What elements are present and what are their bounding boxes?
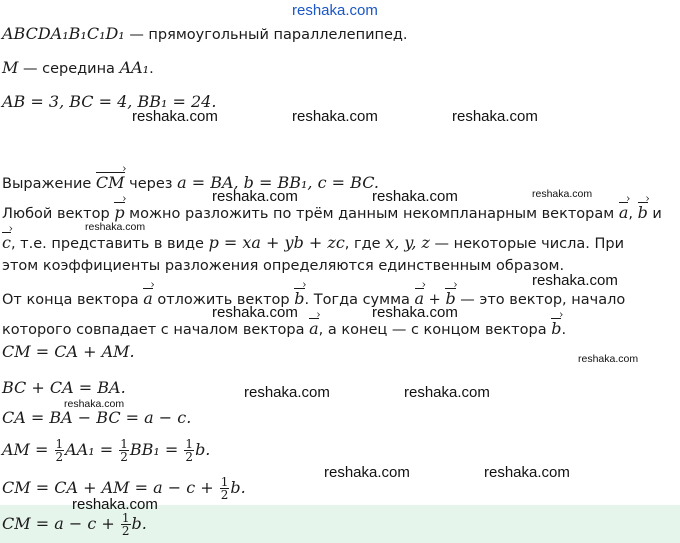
coefficients: x, y, z [385, 233, 430, 252]
vector-a: › a [143, 286, 153, 309]
vector-a: › a [309, 316, 319, 339]
given-midpoint-line [2, 58, 154, 79]
theory-text: . [561, 322, 567, 338]
watermark: reshaka.com [452, 108, 538, 125]
vector-c: › c [2, 230, 11, 253]
watermark: reshaka.com [484, 464, 570, 481]
watermark: reshaka.com [292, 108, 378, 125]
task-prefix: Выражение [2, 176, 96, 192]
step-part: AA₁ = [65, 440, 119, 459]
theory-line-3: этом коэффициенты разложения определяются единственным образом. [2, 258, 565, 274]
fraction-half: $\frac{1}{2}$ [185, 437, 194, 464]
theory-text: , где [344, 236, 386, 252]
theory-line-1: Любой вектор › p можно разложить по трём данным некомпланарным векторам › a, › b и [2, 200, 662, 224]
watermark: reshaka.com [578, 353, 639, 365]
vector-b: › b [445, 286, 455, 309]
shape-name: ABCDA₁B₁C₁D₁ [2, 24, 125, 43]
vector-cm: › CM [96, 170, 125, 193]
watermark: reshaka.com [64, 398, 125, 410]
theory-text: которого совпадает с началом вектора [2, 322, 310, 338]
fraction-half: $\frac{1}{2}$ [55, 437, 64, 464]
theory-line-4: От конца вектора › a отложить вектор › b. Тогда сумма › a + › b — это вектор, начало [2, 286, 625, 310]
step-part: BB₁ = [129, 440, 184, 459]
midpoint-text: — середина [18, 61, 120, 77]
watermark: reshaka.com [85, 221, 146, 233]
fraction-half: $\frac{1}{2}$ [120, 437, 128, 464]
given-shape-line [2, 24, 408, 45]
theory-text: . Тогда сумма [304, 292, 415, 308]
watermark: reshaka.com [324, 464, 410, 481]
step-part: b. [195, 440, 211, 459]
watermark: reshaka.com [212, 304, 298, 321]
theory-text: От конца вектора [2, 292, 144, 308]
watermark: reshaka.com [532, 188, 593, 200]
step-part: b. [131, 514, 147, 533]
fraction-half: $\frac{1}{2}$ [220, 475, 229, 502]
theory-text: отложить вектор [152, 292, 295, 308]
vector-a: › a [619, 200, 629, 223]
step-part: CM = a − c + [2, 514, 120, 533]
watermark: reshaka.com [132, 108, 218, 125]
theory-text: — это вектор, начало [455, 292, 626, 308]
watermark: reshaka.com [72, 496, 158, 513]
step-part: b. [230, 478, 246, 497]
vector-b: › b [294, 286, 304, 309]
shape-desc: — прямоугольный параллелепипед. [124, 27, 408, 43]
given-lengths: AB = 3, BC = 4, BB₁ = 24. [2, 92, 217, 111]
point-m: M [2, 58, 19, 77]
period: . [149, 61, 154, 77]
basis-definition: a = BA, b = BB₁, c = BC. [177, 173, 379, 192]
watermark: reshaka.com [532, 272, 618, 289]
theory-line-2 [2, 230, 624, 254]
fraction-half: $\frac{1}{2}$ [121, 511, 130, 538]
task-line [2, 170, 379, 194]
watermark: reshaka.com [212, 188, 298, 205]
step-part: CM = CA + AM = a − c + [2, 478, 219, 497]
decomposition-formula: p = xa + yb + zc [208, 233, 345, 252]
theory-text: — некоторые числа. При [429, 236, 625, 252]
step-part: AM = [2, 440, 54, 459]
theory-text: Любой вектор [2, 206, 115, 222]
answer-line [2, 512, 147, 537]
vector-b: › b [551, 316, 561, 339]
site-link[interactable]: reshaka.com [292, 2, 378, 19]
theory-text: , т.е. представить в виде [10, 236, 209, 252]
vector-p: › p [114, 200, 124, 223]
theory-text: и [647, 206, 662, 222]
watermark: reshaka.com [372, 188, 458, 205]
solution-step-3: CA = BA − BC = a − c. [2, 408, 192, 427]
task-middle: через [124, 176, 178, 192]
solution-step-4 [2, 438, 210, 463]
solution-step-1: CM = CA + AM. [2, 342, 135, 361]
vector-b: › b [638, 200, 648, 223]
watermark: reshaka.com [404, 384, 490, 401]
vector-a: › a [415, 286, 425, 309]
solution-step-2: BC + CA = BA. [2, 378, 126, 397]
watermark: reshaka.com [372, 304, 458, 321]
watermark: reshaka.com [244, 384, 330, 401]
segment-aa1: AA₁ [119, 58, 150, 77]
theory-text: можно разложить по трём данным некомпланарным векторам [124, 206, 619, 222]
theory-text: , а конец — с концом вектора [318, 322, 552, 338]
